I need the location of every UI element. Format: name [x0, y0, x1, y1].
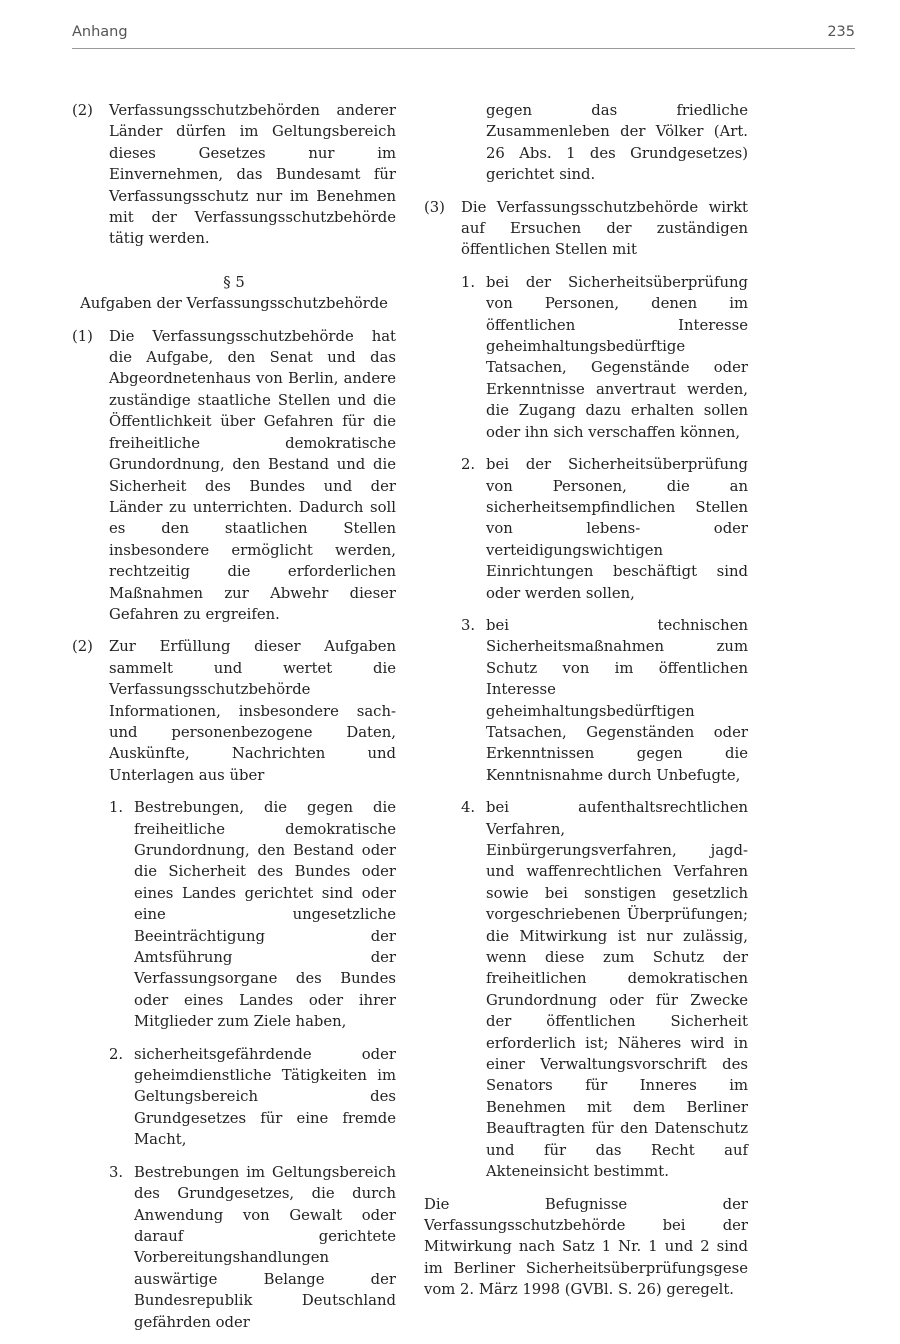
numbered-list — [424, 272, 748, 1183]
page-header — [72, 24, 855, 49]
page-number: 235 — [827, 24, 855, 40]
section-title: Aufgaben der Verfassungsschutzbehörde — [80, 295, 388, 313]
list-item-text: sicherheitsgefährdende oder geheimdienstliche Tätigkeiten im Geltungsbereich des Grundgesetzes für eine fremde Macht, — [134, 1045, 396, 1149]
list-item-text: bei der Sicherheitsüberprüfung von Personen, denen im öffentlichen Interesse geheimhaltungsbedürftige Tatsachen, Gegenstände oder Erkenntnisse anvertraut werden, die Zugang dazu erhalten sollen oder ihn sich verschaffen können, — [486, 273, 748, 441]
list-item-number: 3. — [461, 616, 476, 634]
list-item — [461, 272, 748, 443]
numbered-list — [72, 797, 396, 1333]
paragraph-text: Die Verfassungsschutzbehörde hat die Aufgabe, den Senat und das Abgeordnetenhaus von Berlin, andere zuständige staatliche Stellen und die Öffentlichkeit über Gefahren für die freiheitliche demokratische Grundordnung, den Bestand und die Sicherheit des Bundes und der Länder zu unterrichten. Dadurch soll es den staatlichen Stellen insbesondere ermöglicht werden, rechtzeitig die erforderlichen Maßnahmen zur Abwehr dieser Gefahren zu ergreifen. — [109, 327, 396, 623]
closing-paragraph: Die Befugnisse der Verfassungsschutzbehörde bei der Mitwirkung nach Satz 1 Nr. 1 und 2 sind im Berliner Sicherheitsüberprüfungsgese vom 2. März 1998 (GVBl. S. 26) geregelt. — [424, 1195, 748, 1299]
list-item — [461, 615, 748, 786]
list-item-text: bei aufenthaltsrechtlichen Verfahren, Einbürgerungsverfahren, jagd- und waffenrechtlichen Verfahren sowie bei sonstigen gesetzlich vorgeschriebenen Überprüfungen; die Mitwirkung ist nur zulässig, wenn diese zum Schutz der freiheitlichen demokratischen Grundordnung oder für Zwecke der öffentlichen Sicherheit erforderlich ist; Näheres wird in einer Verwaltungsvorschrift des Senators für Inneres im Benehmen mit dem Berliner Beauftragten für den Datenschutz und für das Recht auf Akteneinsicht bestimmt. — [486, 799, 748, 1181]
list-item-text: Bestrebungen im Geltungsbereich des Grundgesetzes, die durch Anwendung von Gewalt oder darauf gerichtete Vorbereitungshandlungen auswärtige Belange der Bundesrepublik Deutschland gefährden oder — [134, 1163, 396, 1331]
paragraph-text: Die Verfassungsschutzbehörde wirkt auf Ersuchen der zuständigen öffentlichen Stellen mit — [461, 198, 748, 259]
paragraph-2 — [72, 636, 396, 786]
paragraph-3 — [424, 197, 748, 261]
right-column — [424, 100, 748, 1301]
list-item — [109, 1162, 396, 1333]
list-item-number: 4. — [461, 799, 476, 817]
list-item-number: 1. — [461, 273, 476, 291]
list-item-text: bei technischen Sicherheitsmaßnahmen zum Schutz von im öffentlichen Interesse geheimhaltungsbedürftigen Tatsachen, Gegenständen oder Erkenntnissen gegen die Kenntnisnahme durch Unbefugte, — [486, 616, 748, 784]
paragraph-number: (2) — [72, 102, 93, 119]
list-item-number: 3. — [109, 1163, 124, 1181]
list-item-number: 2. — [109, 1045, 124, 1063]
list-item-text: Bestrebungen, die gegen die freiheitliche demokratische Grundordnung, den Bestand oder die Sicherheit des Bundes oder eines Landes gerichtet sind oder eine ungesetzliche Beeinträchtigung der Amtsführung der Verfassungsorgane des Bundes oder eines Landes oder ihrer Mitglieder zum Ziele haben, — [134, 799, 396, 1031]
paragraph-2-prev — [72, 100, 396, 250]
paragraph-1 — [72, 326, 396, 626]
paragraph-text: Verfassungsschutzbehörden anderer Länder dürfen im Geltungsbereich dieses Gesetzes nur im Einvernehmen, das Bundesamt für Verfassungsschutz nur im Benehmen mit der Verfassungsschutzbehörde tätig werden. — [109, 102, 396, 248]
left-column — [72, 100, 396, 1344]
list-item-number: 1. — [109, 799, 124, 817]
paragraph-number: (3) — [424, 198, 445, 216]
list-item — [461, 797, 748, 1182]
list-item — [109, 1044, 396, 1151]
list-item — [109, 797, 396, 1032]
section-symbol: § 5 — [223, 273, 245, 291]
paragraph-text: Zur Erfüllung dieser Aufgaben sammelt und wertet die Verfassungsschutzbehörde Informationen, insbesondere sach- und personenbezogene Daten, Auskünfte, Nachrichten und Unterlagen aus über — [109, 638, 396, 784]
paragraph-number: (1) — [72, 327, 93, 345]
paragraph-number: (2) — [72, 638, 93, 656]
section-heading — [72, 272, 396, 315]
list-item-number: 2. — [461, 456, 476, 474]
running-head: Anhang — [72, 24, 128, 40]
list-item-continuation: gegen das friedliche Zusammenleben der Völker (Art. 26 Abs. 1 des Grundgesetzes) gerichtet sind. — [486, 102, 748, 184]
list-item — [461, 454, 748, 604]
list-item-text: bei der Sicherheitsüberprüfung von Personen, die an sicherheitsempfindlichen Stellen von lebens- oder verteidigungswichtigen Einrichtungen beschäftigt sind oder werden sollen, — [486, 456, 748, 602]
